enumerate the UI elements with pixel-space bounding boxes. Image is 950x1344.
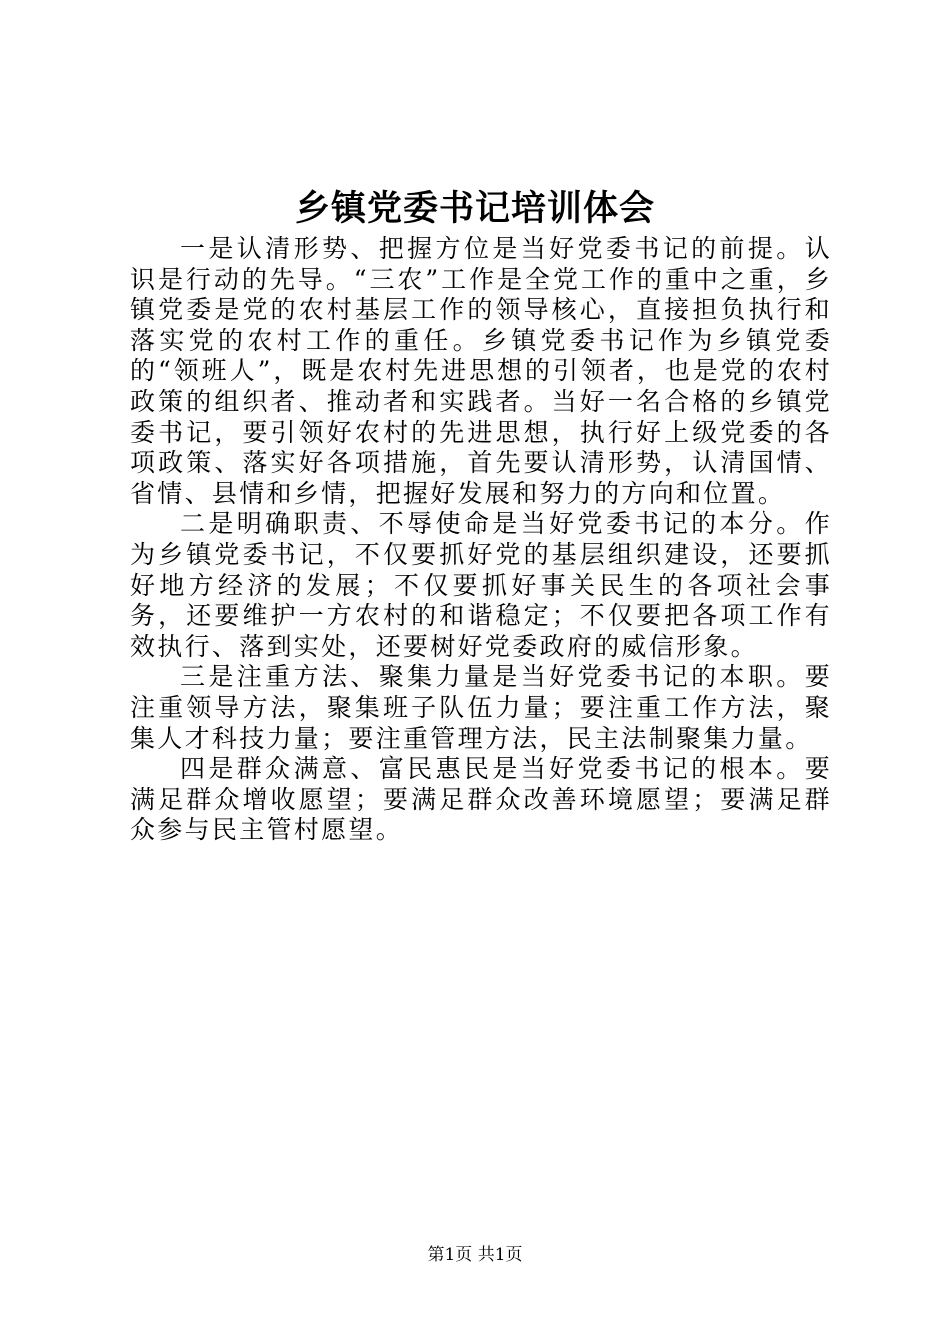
paragraph-4: 四是群众满意、富民惠民是当好党委书记的根本。要满足群众增收愿望；要满足群众改善环境愿望；要满足群众参与民主管村愿望。	[130, 754, 832, 845]
page-footer: 第1页 共1页	[427, 1245, 523, 1265]
document-title: 乡镇党委书记培训体会	[294, 188, 655, 229]
paragraph-1: 一是认清形势、把握方位是当好党委书记的前提。认识是行动的先导。“三农”工作是全党工作的重中之重，乡镇党委是党的农村基层工作的领导核心，直接担负执行和落实党的农村工作的重任。乡镇党委书记作为乡镇党委的“领班人”，既是农村先进思想的引领者，也是党的农村政策的组织者、推动者和实践者。当好一名合格的乡镇党委书记，要引领好农村的先进思想，执行好上级党委的各项政策、落实好各项措施，首先要认清形势，认清国情、省情、县情和乡情，把握好发展和努力的方向和位置。	[130, 234, 832, 508]
paragraph-2: 二是明确职责、不辱使命是当好党委书记的本分。作为乡镇党委书记，不仅要抓好党的基层组织建设，还要抓好地方经济的发展；不仅要抓好事关民生的各项社会事务，还要维护一方农村的和谐稳定；不仅要把各项工作有效执行、落到实处，还要树好党委政府的威信形象。	[130, 509, 832, 661]
document-body	[130, 234, 832, 846]
paragraph-3: 三是注重方法、聚集力量是当好党委书记的本职。要注重领导方法，聚集班子队伍力量；要注重工作方法，聚集人才科技力量；要注重管理方法，民主法制聚集力量。	[130, 662, 832, 753]
